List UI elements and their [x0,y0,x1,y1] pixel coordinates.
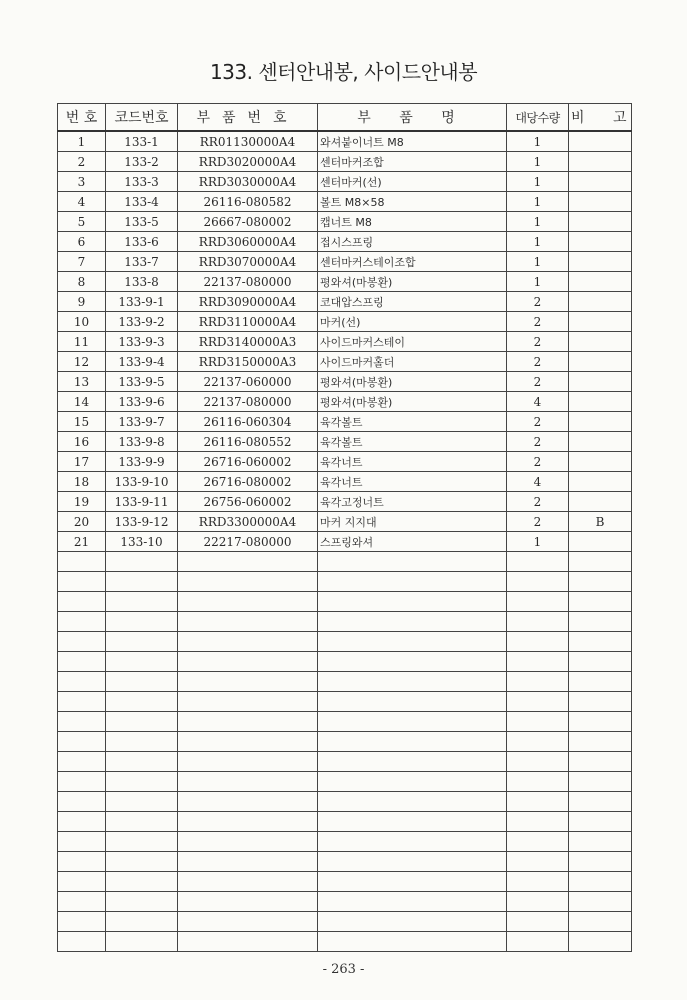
empty-cell [318,792,507,812]
empty-cell [106,872,178,892]
cell-name: 센터마커(선) [318,172,507,192]
col-header-remark: 비 고 [569,104,632,132]
cell-partno: 26116-080582 [178,192,318,212]
empty-cell [106,592,178,612]
empty-cell [318,752,507,772]
page-title: 133. 센터안내봉, 사이드안내봉 [209,60,478,84]
cell-code: 133-6 [106,232,178,252]
cell-remark [569,252,632,272]
cell-remark [569,232,632,252]
cell-remark [569,292,632,312]
empty-cell [507,912,569,932]
empty-cell [106,552,178,572]
empty-cell [569,732,632,752]
empty-cell [569,892,632,912]
table-row [58,131,632,152]
cell-name: 캡너트 M8 [318,212,507,232]
empty-cell [507,772,569,792]
cell-partno: RRD3060000A4 [178,232,318,252]
cell-remark [569,152,632,172]
empty-row [58,792,632,812]
cell-qty: 2 [507,452,569,472]
empty-cell [569,832,632,852]
cell-partno: RR01130000A4 [178,131,318,152]
empty-cell [58,912,106,932]
cell-remark [569,472,632,492]
table-row [58,492,632,512]
empty-cell [507,892,569,912]
empty-cell [507,932,569,952]
cell-code: 133-9-3 [106,332,178,352]
empty-cell [178,912,318,932]
table-row [58,452,632,472]
cell-name: 육각너트 [318,472,507,492]
cell-name: 평와셔(마봉환) [318,272,507,292]
table-row [58,532,632,552]
cell-name: 평와셔(마봉환) [318,372,507,392]
cell-qty: 2 [507,292,569,312]
empty-cell [58,692,106,712]
cell-no: 19 [58,492,106,512]
empty-cell [318,632,507,652]
cell-remark [569,272,632,292]
table-row [58,332,632,352]
empty-cell [58,592,106,612]
empty-cell [507,872,569,892]
table-row [58,172,632,192]
table-header-row [58,104,632,132]
col-header-code: 코드번호 [106,104,178,132]
cell-partno: RRD3030000A4 [178,172,318,192]
cell-qty: 2 [507,512,569,532]
cell-no: 7 [58,252,106,272]
empty-cell [569,572,632,592]
empty-cell [318,732,507,752]
col-header-no: 번 호 [58,104,106,132]
empty-cell [318,552,507,572]
table-row [58,412,632,432]
cell-partno: 26116-080552 [178,432,318,452]
page-number: - 263 - [322,962,365,977]
cell-partno: RRD3070000A4 [178,252,318,272]
empty-cell [178,792,318,812]
empty-cell [106,932,178,952]
table-row [58,352,632,372]
cell-partno: RRD3020000A4 [178,152,318,172]
empty-row [58,832,632,852]
cell-code: 133-3 [106,172,178,192]
cell-code: 133-9-4 [106,352,178,372]
empty-cell [569,592,632,612]
empty-cell [58,572,106,592]
empty-row [58,852,632,872]
empty-row [58,652,632,672]
cell-no: 15 [58,412,106,432]
empty-cell [507,632,569,652]
empty-cell [507,832,569,852]
empty-cell [178,772,318,792]
cell-no: 14 [58,392,106,412]
empty-cell [318,912,507,932]
empty-cell [507,652,569,672]
empty-cell [58,552,106,572]
table-row [58,312,632,332]
cell-no: 4 [58,192,106,212]
empty-cell [178,632,318,652]
cell-remark [569,452,632,472]
cell-remark [569,372,632,392]
cell-remark [569,532,632,552]
empty-cell [106,572,178,592]
empty-cell [106,652,178,672]
cell-no: 8 [58,272,106,292]
empty-cell [318,812,507,832]
table-row [58,152,632,172]
cell-remark [569,392,632,412]
empty-cell [178,852,318,872]
cell-code: 133-9-12 [106,512,178,532]
empty-cell [318,932,507,952]
empty-cell [178,812,318,832]
cell-qty: 1 [507,532,569,552]
empty-cell [318,772,507,792]
cell-name: 스프링와셔 [318,532,507,552]
empty-cell [569,632,632,652]
empty-cell [106,912,178,932]
cell-no: 17 [58,452,106,472]
cell-qty: 1 [507,152,569,172]
empty-cell [58,932,106,952]
parts-table-body [58,131,632,952]
cell-code: 133-5 [106,212,178,232]
cell-no: 6 [58,232,106,252]
cell-remark [569,131,632,152]
cell-qty: 2 [507,352,569,372]
empty-cell [507,552,569,572]
cell-partno: RRD3150000A3 [178,352,318,372]
empty-cell [507,672,569,692]
cell-no: 2 [58,152,106,172]
col-header-partno: 부품번호 [178,104,318,132]
cell-name: 마커 지지대 [318,512,507,532]
cell-qty: 1 [507,212,569,232]
col-header-name: 부 품 명 [318,104,507,132]
cell-partno: 22137-060000 [178,372,318,392]
cell-no: 20 [58,512,106,532]
empty-cell [106,812,178,832]
table-row [58,292,632,312]
empty-cell [106,852,178,872]
cell-name: 사이드마커스테이 [318,332,507,352]
empty-cell [178,732,318,752]
empty-cell [569,612,632,632]
empty-cell [58,892,106,912]
table-row [58,512,632,532]
cell-code: 133-9-5 [106,372,178,392]
empty-cell [58,872,106,892]
table-row [58,232,632,252]
cell-qty: 4 [507,392,569,412]
empty-row [58,812,632,832]
cell-name: 마커(선) [318,312,507,332]
empty-cell [58,712,106,732]
empty-cell [58,612,106,632]
cell-qty: 1 [507,232,569,252]
cell-remark [569,192,632,212]
empty-cell [58,732,106,752]
cell-remark [569,172,632,192]
empty-cell [569,812,632,832]
empty-cell [569,772,632,792]
cell-name: 볼트 M8×58 [318,192,507,212]
cell-no: 11 [58,332,106,352]
empty-cell [178,712,318,732]
empty-cell [106,672,178,692]
empty-row [58,932,632,952]
empty-row [58,892,632,912]
empty-row [58,672,632,692]
table-row [58,432,632,452]
empty-cell [318,892,507,912]
cell-code: 133-9-11 [106,492,178,512]
cell-code: 133-10 [106,532,178,552]
cell-no: 21 [58,532,106,552]
empty-cell [507,752,569,772]
empty-cell [569,932,632,952]
empty-cell [58,792,106,812]
cell-qty: 1 [507,172,569,192]
empty-cell [569,752,632,772]
empty-cell [507,732,569,752]
empty-cell [178,552,318,572]
empty-cell [178,612,318,632]
empty-cell [178,752,318,772]
empty-cell [569,912,632,932]
empty-row [58,692,632,712]
empty-row [58,752,632,772]
empty-cell [569,652,632,672]
cell-partno: 22217-080000 [178,532,318,552]
cell-code: 133-8 [106,272,178,292]
cell-name: 평와셔(마봉환) [318,392,507,412]
cell-no: 16 [58,432,106,452]
empty-cell [106,792,178,812]
cell-qty: 2 [507,372,569,392]
parts-table [57,103,639,952]
cell-qty: 1 [507,131,569,152]
empty-cell [106,772,178,792]
cell-no: 10 [58,312,106,332]
cell-remark [569,412,632,432]
cell-partno: 26756-060002 [178,492,318,512]
cell-partno: 22137-080000 [178,392,318,412]
cell-partno: RRD3090000A4 [178,292,318,312]
cell-partno: RRD3110000A4 [178,312,318,332]
table-row [58,192,632,212]
cell-remark [569,352,632,372]
empty-row [58,552,632,572]
cell-name: 육각볼트 [318,412,507,432]
cell-name: 육각볼트 [318,432,507,452]
empty-cell [569,852,632,872]
cell-code: 133-9-9 [106,452,178,472]
empty-row [58,712,632,732]
empty-row [58,732,632,752]
empty-row [58,632,632,652]
empty-cell [178,572,318,592]
empty-cell [178,672,318,692]
empty-cell [507,692,569,712]
cell-code: 133-9-10 [106,472,178,492]
cell-code: 133-7 [106,252,178,272]
cell-code: 133-4 [106,192,178,212]
empty-cell [58,852,106,872]
cell-code: 133-9-2 [106,312,178,332]
empty-cell [106,752,178,772]
cell-qty: 2 [507,432,569,452]
cell-qty: 2 [507,412,569,432]
empty-cell [318,672,507,692]
empty-row [58,912,632,932]
cell-partno: 26116-060304 [178,412,318,432]
cell-remark [569,492,632,512]
cell-qty: 2 [507,492,569,512]
cell-code: 133-9-8 [106,432,178,452]
table-row [58,252,632,272]
empty-cell [178,652,318,672]
cell-remark [569,432,632,452]
empty-row [58,612,632,632]
empty-cell [318,572,507,592]
cell-name: 센터마커조합 [318,152,507,172]
empty-cell [569,552,632,572]
empty-cell [318,872,507,892]
cell-qty: 1 [507,272,569,292]
empty-cell [318,712,507,732]
cell-name: 센터마커스테이조합 [318,252,507,272]
empty-cell [58,832,106,852]
cell-qty: 1 [507,252,569,272]
empty-cell [318,592,507,612]
empty-row [58,572,632,592]
empty-cell [106,892,178,912]
cell-name: 접시스프링 [318,232,507,252]
empty-cell [106,632,178,652]
empty-cell [106,732,178,752]
empty-row [58,872,632,892]
empty-cell [58,652,106,672]
cell-name: 육각너트 [318,452,507,472]
empty-cell [569,692,632,712]
cell-partno: 26716-060002 [178,452,318,472]
empty-cell [507,792,569,812]
cell-qty: 4 [507,472,569,492]
cell-no: 18 [58,472,106,492]
cell-code: 133-9-7 [106,412,178,432]
empty-cell [58,812,106,832]
empty-cell [569,792,632,812]
cell-code: 133-9-1 [106,292,178,312]
empty-cell [106,832,178,852]
empty-cell [106,612,178,632]
cell-partno: 26716-080002 [178,472,318,492]
cell-name: 코대압스프링 [318,292,507,312]
cell-no: 13 [58,372,106,392]
empty-cell [507,812,569,832]
table-row [58,372,632,392]
table-row [58,472,632,492]
empty-cell [178,692,318,712]
cell-qty: 1 [507,192,569,212]
cell-partno: 26667-080002 [178,212,318,232]
empty-cell [58,752,106,772]
empty-cell [318,852,507,872]
cell-code: 133-9-6 [106,392,178,412]
cell-remark [569,212,632,232]
cell-no: 12 [58,352,106,372]
table-row [58,212,632,232]
cell-no: 5 [58,212,106,232]
empty-cell [569,712,632,732]
empty-cell [569,672,632,692]
empty-cell [318,652,507,672]
empty-cell [58,772,106,792]
empty-cell [58,672,106,692]
empty-cell [507,852,569,872]
cell-partno: RRD3300000A4 [178,512,318,532]
empty-cell [178,592,318,612]
empty-cell [318,692,507,712]
cell-no: 3 [58,172,106,192]
cell-qty: 2 [507,332,569,352]
cell-partno: RRD3140000A3 [178,332,318,352]
empty-cell [178,872,318,892]
empty-cell [507,612,569,632]
cell-remark [569,312,632,332]
empty-row [58,772,632,792]
empty-cell [507,592,569,612]
table-row [58,272,632,292]
empty-cell [58,632,106,652]
cell-code: 133-1 [106,131,178,152]
cell-no: 9 [58,292,106,312]
cell-remark: B [569,512,632,532]
cell-qty: 2 [507,312,569,332]
cell-name: 와셔붙이너트 M8 [318,131,507,152]
empty-cell [507,712,569,732]
table-row [58,392,632,412]
empty-cell [318,832,507,852]
col-header-qty: 대당수량 [507,104,569,132]
empty-row [58,592,632,612]
cell-code: 133-2 [106,152,178,172]
empty-cell [178,892,318,912]
empty-cell [569,872,632,892]
empty-cell [318,612,507,632]
empty-cell [106,712,178,732]
cell-name: 사이드마커홀더 [318,352,507,372]
empty-cell [507,572,569,592]
empty-cell [178,832,318,852]
empty-cell [178,932,318,952]
empty-cell [106,692,178,712]
cell-name: 육각고정너트 [318,492,507,512]
cell-remark [569,332,632,352]
cell-partno: 22137-080000 [178,272,318,292]
cell-no: 1 [58,131,106,152]
